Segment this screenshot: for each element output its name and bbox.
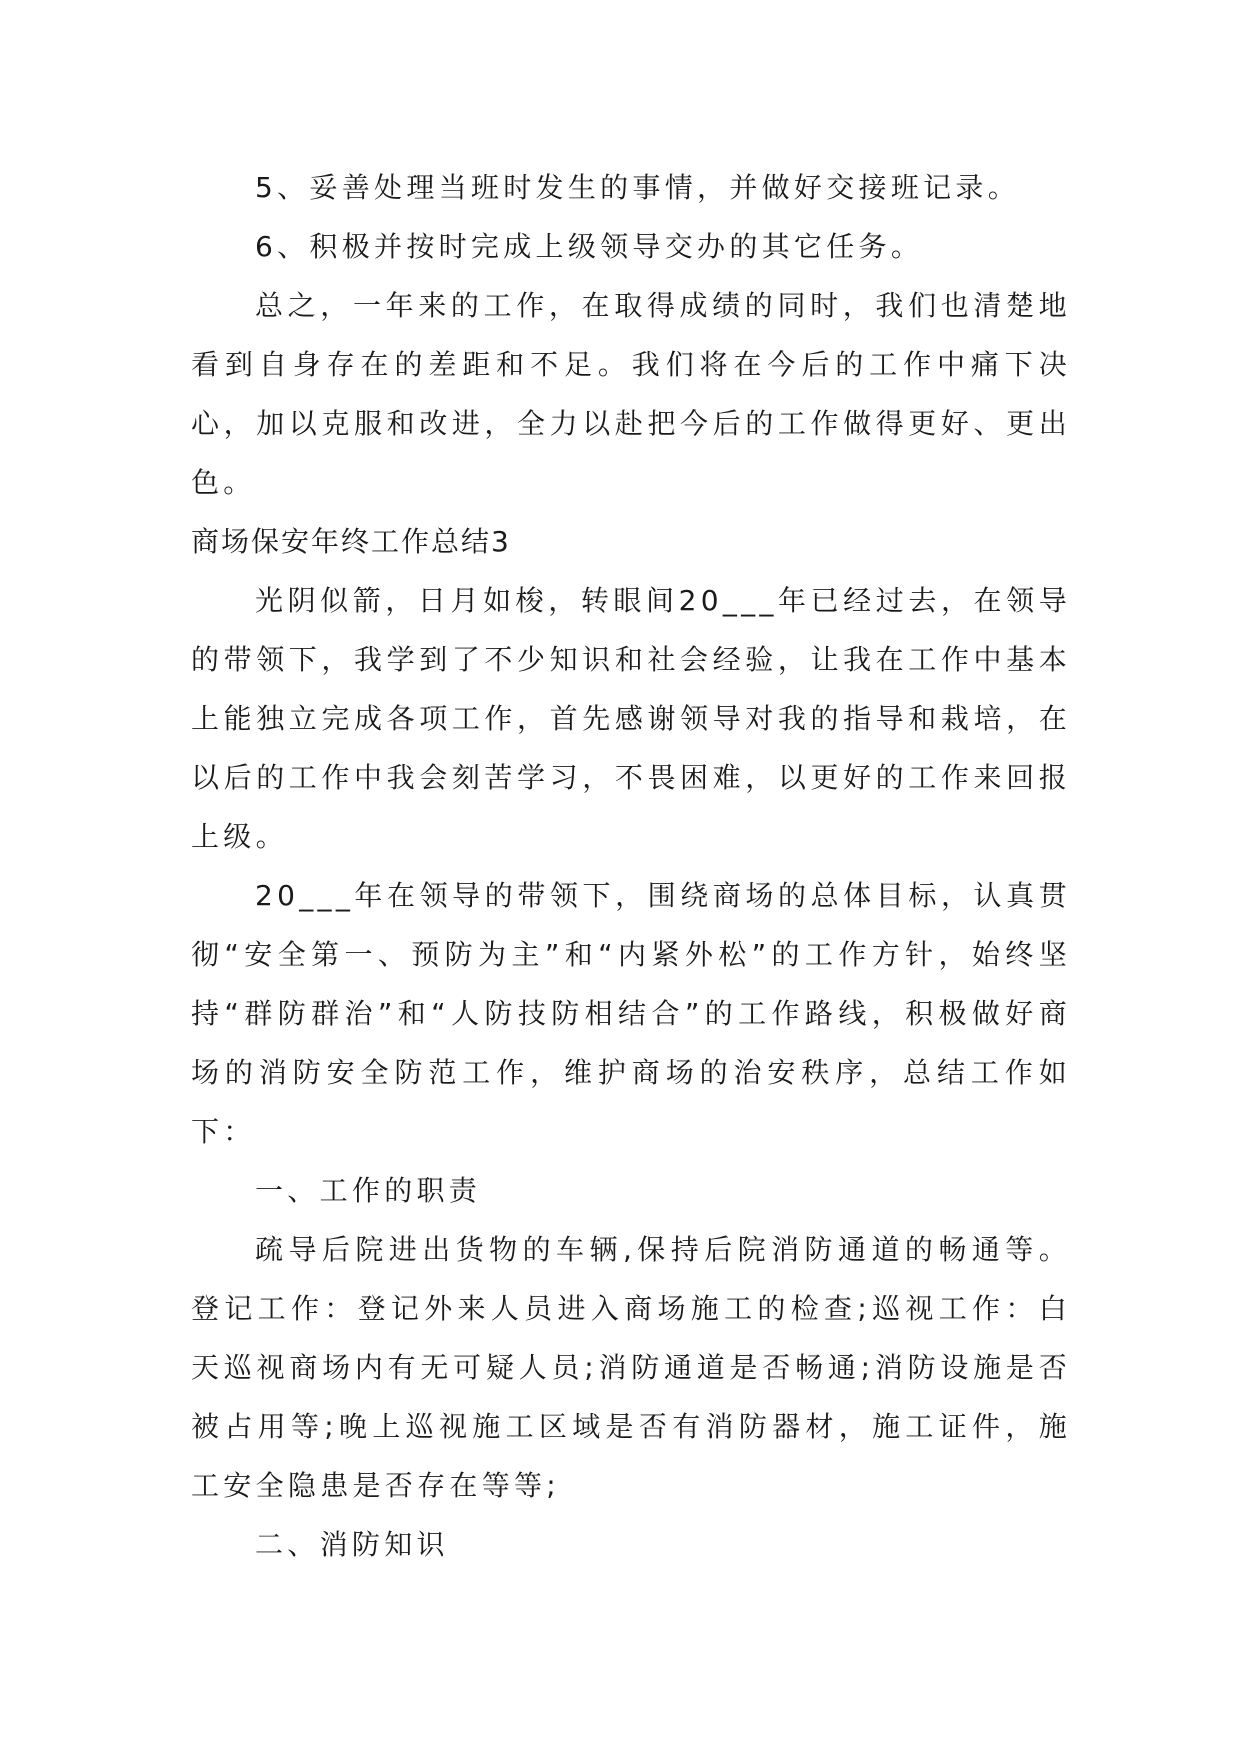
section-title: 商场保安年终工作总结3 — [191, 525, 511, 558]
paragraph-item-5: 5、妥善处理当班时发生的事情，并做好交接班记录。 — [255, 171, 1021, 204]
paragraph-intro: 光阴似箭，日月如梭，转眼间20___年已经过去，在领导的带领下，我学到了不少知识和社会经验，让我在工作中基本上能独立完成各项工作，首先感谢领导对我的指导和栽培，在以后的工作中我会刻苦学习，不畏困难，以更好的工作来回报上级。 — [191, 584, 1071, 853]
document-body — [191, 158, 1071, 1574]
subheading-duties: 一、工作的职责 — [255, 1174, 482, 1207]
paragraph-item-6: 6、积极并按时完成上级领导交办的其它任务。 — [255, 230, 924, 263]
paragraph-summary: 总之，一年来的工作，在取得成绩的同时，我们也清楚地看到自身存在的差距和不足。我们将在今后的工作中痛下决心，加以克服和改进，全力以赴把今后的工作做得更好、更出色。 — [191, 289, 1071, 499]
paragraph-overview: 20___年在领导的带领下，围绕商场的总体目标，认真贯彻“安全第一、预防为主”和“内紧外松”的工作方针，始终坚持“群防群治”和“人防技防相结合”的工作路线，积极做好商场的消防安全防范工作，维护商场的治安秩序，总结工作如下： — [191, 879, 1071, 1148]
subheading-fire-knowledge: 二、消防知识 — [255, 1528, 449, 1561]
paragraph-duties: 疏导后院进出货物的车辆,保持后院消防通道的畅通等。登记工作：登记外来人员进入商场施工的检查;巡视工作：白天巡视商场内有无可疑人员;消防通道是否畅通;消防设施是否被占用等;晚上巡视施工区域是否有消防器材，施工证件，施工安全隐患是否存在等等; — [191, 1233, 1071, 1502]
